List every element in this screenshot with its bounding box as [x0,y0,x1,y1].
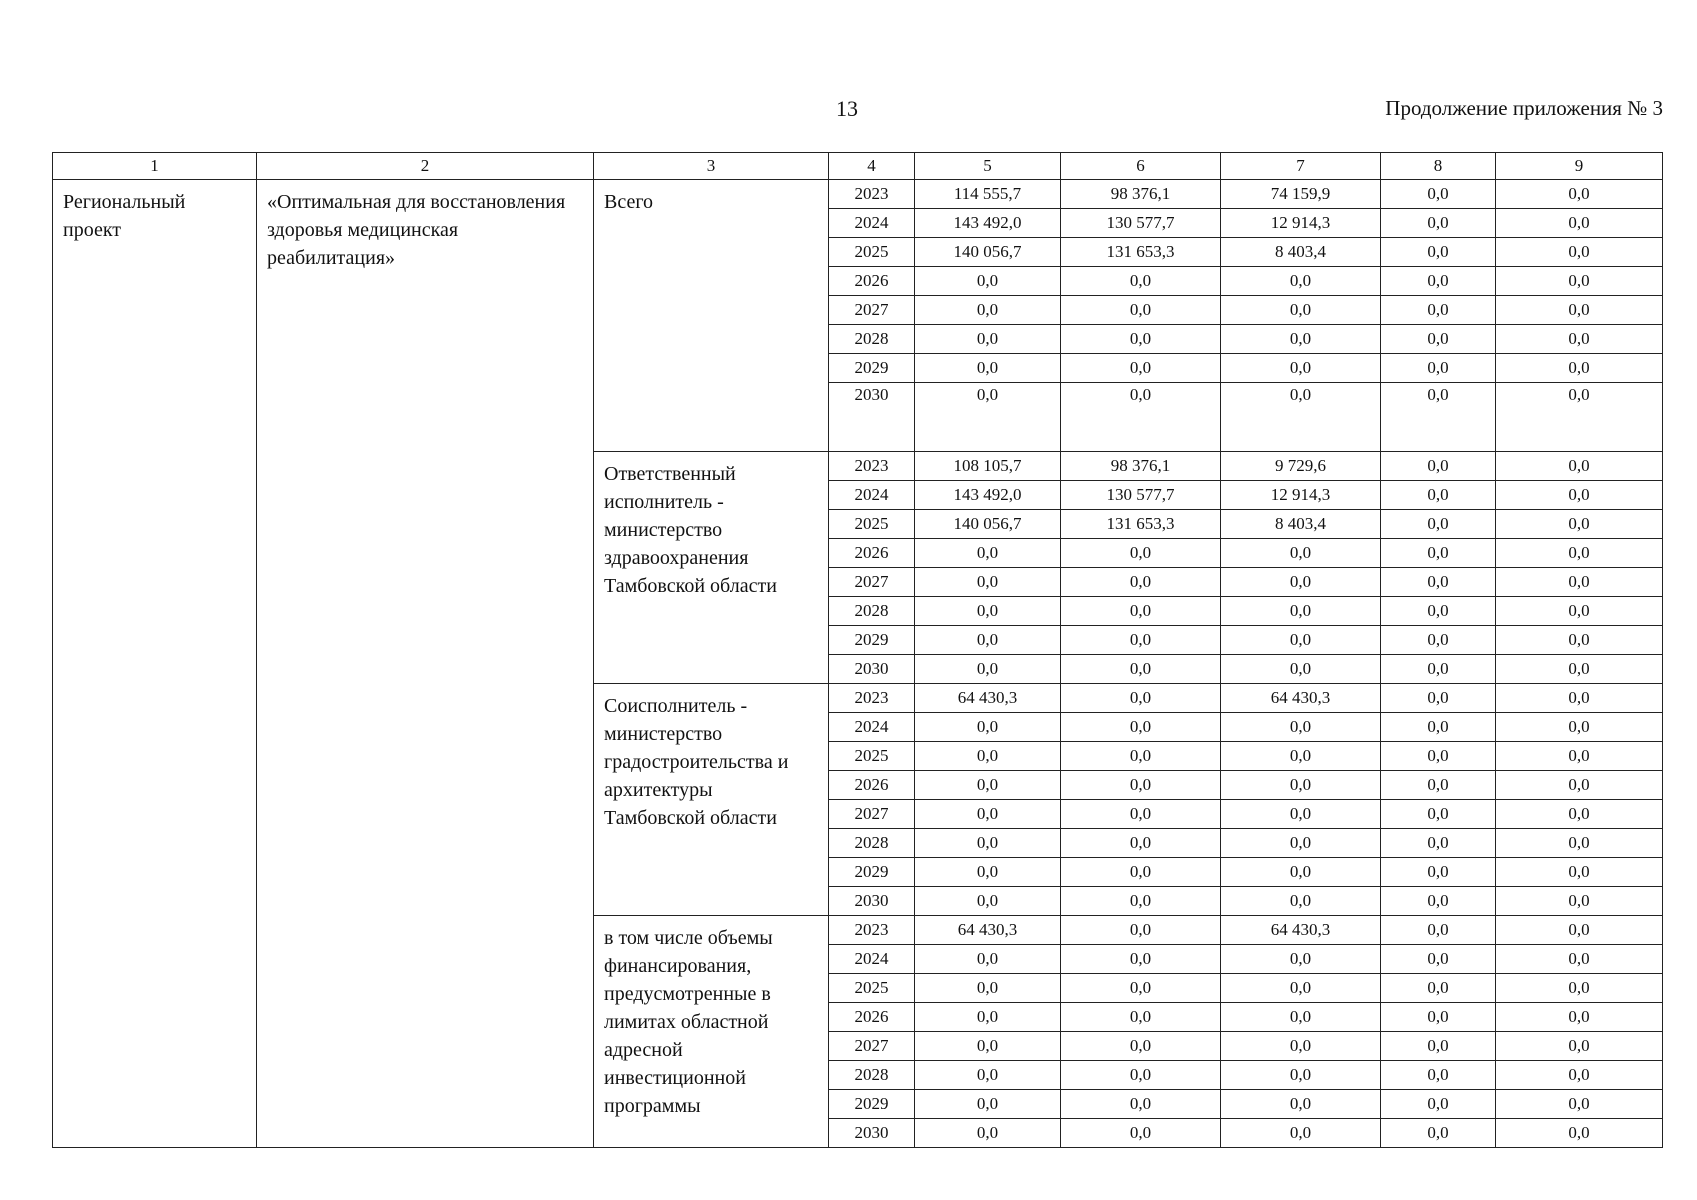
value-col5: 0,0 [915,742,1061,771]
value-col6: 0,0 [1061,296,1221,325]
value-col6: 98 376,1 [1061,180,1221,209]
year-cell: 2025 [829,238,915,267]
value-col6: 0,0 [1061,713,1221,742]
value-col8: 0,0 [1381,945,1496,974]
year-cell: 2029 [829,354,915,383]
value-col7: 0,0 [1221,626,1381,655]
value-col9: 0,0 [1496,452,1663,481]
value-col6: 130 577,7 [1061,481,1221,510]
year-cell: 2027 [829,1032,915,1061]
value-col9: 0,0 [1496,916,1663,945]
value-col8: 0,0 [1381,800,1496,829]
value-col8: 0,0 [1381,452,1496,481]
value-col7: 0,0 [1221,354,1381,383]
column-number: 5 [915,153,1061,180]
column-number: 3 [594,153,829,180]
value-col5: 64 430,3 [915,684,1061,713]
value-col5: 0,0 [915,655,1061,684]
value-col9: 0,0 [1496,1032,1663,1061]
value-col7: 64 430,3 [1221,916,1381,945]
value-col7: 9 729,6 [1221,452,1381,481]
column-number: 2 [257,153,594,180]
value-col7: 0,0 [1221,771,1381,800]
value-col6: 0,0 [1061,887,1221,916]
value-col7: 0,0 [1221,655,1381,684]
year-cell: 2027 [829,800,915,829]
value-col9: 0,0 [1496,742,1663,771]
value-col8: 0,0 [1381,684,1496,713]
value-col9: 0,0 [1496,209,1663,238]
year-cell: 2026 [829,1003,915,1032]
value-col8: 0,0 [1381,626,1496,655]
value-col6: 0,0 [1061,742,1221,771]
value-col7: 0,0 [1221,800,1381,829]
value-col5: 0,0 [915,771,1061,800]
value-col9: 0,0 [1496,267,1663,296]
value-col7: 0,0 [1221,597,1381,626]
column-number: 6 [1061,153,1221,180]
value-col9: 0,0 [1496,539,1663,568]
value-col6: 131 653,3 [1061,238,1221,267]
value-col6: 0,0 [1061,539,1221,568]
value-col6: 131 653,3 [1061,510,1221,539]
value-col7: 0,0 [1221,858,1381,887]
value-col5: 0,0 [915,325,1061,354]
value-col8: 0,0 [1381,238,1496,267]
value-col5: 0,0 [915,858,1061,887]
value-col6: 0,0 [1061,829,1221,858]
value-col6: 0,0 [1061,626,1221,655]
value-col5: 143 492,0 [915,481,1061,510]
value-col8: 0,0 [1381,771,1496,800]
value-col7: 0,0 [1221,829,1381,858]
year-cell: 2026 [829,539,915,568]
value-col5: 114 555,7 [915,180,1061,209]
funding-table [52,152,1663,1148]
column-number: 8 [1381,153,1496,180]
value-col6: 0,0 [1061,267,1221,296]
value-col5: 0,0 [915,1061,1061,1090]
value-col9: 0,0 [1496,238,1663,267]
value-col8: 0,0 [1381,325,1496,354]
value-col5: 0,0 [915,626,1061,655]
value-col7: 0,0 [1221,1032,1381,1061]
value-col8: 0,0 [1381,858,1496,887]
year-cell: 2024 [829,945,915,974]
value-col6: 0,0 [1061,1003,1221,1032]
value-col5: 0,0 [915,568,1061,597]
value-col8: 0,0 [1381,1032,1496,1061]
value-col6: 130 577,7 [1061,209,1221,238]
value-col9: 0,0 [1496,887,1663,916]
value-col5: 0,0 [915,713,1061,742]
year-cell: 2023 [829,452,915,481]
value-col9: 0,0 [1496,800,1663,829]
value-col9: 0,0 [1496,597,1663,626]
value-col6: 0,0 [1061,325,1221,354]
value-col6: 0,0 [1061,858,1221,887]
value-col5: 0,0 [915,296,1061,325]
executor-cell: Ответственный исполнитель - министерство здравоохранения Тамбовской области [594,452,829,684]
value-col6: 0,0 [1061,597,1221,626]
year-cell: 2028 [829,325,915,354]
value-col5: 0,0 [915,267,1061,296]
value-col7: 0,0 [1221,887,1381,916]
value-col7: 0,0 [1221,1090,1381,1119]
value-col8: 0,0 [1381,296,1496,325]
value-col5: 0,0 [915,829,1061,858]
value-col9: 0,0 [1496,325,1663,354]
value-col9: 0,0 [1496,568,1663,597]
value-col6: 0,0 [1061,1032,1221,1061]
year-cell: 2024 [829,209,915,238]
value-col9: 0,0 [1496,1003,1663,1032]
year-cell: 2028 [829,829,915,858]
year-cell: 2026 [829,771,915,800]
value-col8: 0,0 [1381,267,1496,296]
value-col8: 0,0 [1381,539,1496,568]
value-col9: 0,0 [1496,510,1663,539]
value-col9: 0,0 [1496,1119,1663,1148]
value-col8: 0,0 [1381,713,1496,742]
value-col9: 0,0 [1496,945,1663,974]
value-col6: 98 376,1 [1061,452,1221,481]
executor-cell: в том числе объемы финансирования, предусмотренные в лимитах областной адресной инвестиционной программы [594,916,829,1148]
year-cell: 2027 [829,568,915,597]
value-col7: 8 403,4 [1221,238,1381,267]
column-number-row [53,153,1663,180]
project-name-cell: «Оптимальная для восстановления здоровья медицинская реабилитация» [257,180,594,1148]
value-col9: 0,0 [1496,974,1663,1003]
column-number: 4 [829,153,915,180]
value-col7: 0,0 [1221,568,1381,597]
value-col6: 0,0 [1061,354,1221,383]
value-col8: 0,0 [1381,829,1496,858]
value-col7: 0,0 [1221,1003,1381,1032]
year-cell: 2028 [829,1061,915,1090]
value-col7: 12 914,3 [1221,209,1381,238]
value-col9: 0,0 [1496,626,1663,655]
value-col7: 8 403,4 [1221,510,1381,539]
year-cell: 2025 [829,510,915,539]
value-col8: 0,0 [1381,510,1496,539]
value-col9: 0,0 [1496,829,1663,858]
value-col8: 0,0 [1381,568,1496,597]
value-col5: 0,0 [915,1003,1061,1032]
column-number: 7 [1221,153,1381,180]
year-cell: 2030 [829,383,915,452]
header-note: Продолжение приложения № 3 [1385,96,1663,120]
value-col7: 0,0 [1221,383,1381,452]
value-col7: 0,0 [1221,713,1381,742]
value-col7: 0,0 [1221,974,1381,1003]
value-col9: 0,0 [1496,1090,1663,1119]
year-cell: 2025 [829,742,915,771]
value-col5: 0,0 [915,597,1061,626]
value-col6: 0,0 [1061,1061,1221,1090]
value-col5: 0,0 [915,1032,1061,1061]
value-col8: 0,0 [1381,1090,1496,1119]
value-col6: 0,0 [1061,916,1221,945]
column-number: 1 [53,153,257,180]
value-col8: 0,0 [1381,887,1496,916]
value-col8: 0,0 [1381,1061,1496,1090]
year-cell: 2030 [829,887,915,916]
value-col7: 0,0 [1221,325,1381,354]
value-col9: 0,0 [1496,858,1663,887]
value-col6: 0,0 [1061,1090,1221,1119]
value-col7: 0,0 [1221,539,1381,568]
year-cell: 2025 [829,974,915,1003]
value-col6: 0,0 [1061,1119,1221,1148]
page-number: 13 [836,96,858,121]
value-col8: 0,0 [1381,481,1496,510]
value-col6: 0,0 [1061,655,1221,684]
value-col6: 0,0 [1061,800,1221,829]
value-col5: 140 056,7 [915,510,1061,539]
value-col7: 74 159,9 [1221,180,1381,209]
value-col5: 140 056,7 [915,238,1061,267]
year-cell: 2028 [829,597,915,626]
value-col8: 0,0 [1381,1003,1496,1032]
year-cell: 2030 [829,1119,915,1148]
value-col8: 0,0 [1381,974,1496,1003]
year-cell: 2029 [829,1090,915,1119]
value-col5: 0,0 [915,974,1061,1003]
value-col9: 0,0 [1496,684,1663,713]
value-col8: 0,0 [1381,655,1496,684]
value-col9: 0,0 [1496,354,1663,383]
value-col5: 0,0 [915,539,1061,568]
value-col7: 0,0 [1221,267,1381,296]
value-col6: 0,0 [1061,974,1221,1003]
value-col8: 0,0 [1381,916,1496,945]
value-col5: 0,0 [915,800,1061,829]
value-col9: 0,0 [1496,180,1663,209]
value-col5: 64 430,3 [915,916,1061,945]
year-cell: 2023 [829,684,915,713]
value-col7: 0,0 [1221,1061,1381,1090]
value-col6: 0,0 [1061,771,1221,800]
year-cell: 2023 [829,916,915,945]
value-col9: 0,0 [1496,771,1663,800]
value-col7: 64 430,3 [1221,684,1381,713]
table-body [53,180,1663,1148]
year-cell: 2023 [829,180,915,209]
value-col7: 0,0 [1221,742,1381,771]
value-col8: 0,0 [1381,180,1496,209]
value-col7: 0,0 [1221,1119,1381,1148]
value-col8: 0,0 [1381,742,1496,771]
value-col7: 0,0 [1221,945,1381,974]
value-col9: 0,0 [1496,383,1663,452]
value-col6: 0,0 [1061,945,1221,974]
value-col5: 0,0 [915,1119,1061,1148]
value-col8: 0,0 [1381,1119,1496,1148]
year-cell: 2029 [829,626,915,655]
value-col9: 0,0 [1496,1061,1663,1090]
value-col7: 0,0 [1221,296,1381,325]
value-col6: 0,0 [1061,568,1221,597]
year-cell: 2029 [829,858,915,887]
year-cell: 2024 [829,481,915,510]
value-col8: 0,0 [1381,209,1496,238]
executor-cell: Всего [594,180,829,452]
year-cell: 2026 [829,267,915,296]
value-col8: 0,0 [1381,354,1496,383]
value-col8: 0,0 [1381,383,1496,452]
value-col5: 0,0 [915,945,1061,974]
value-col6: 0,0 [1061,684,1221,713]
value-col6: 0,0 [1061,383,1221,452]
value-col9: 0,0 [1496,296,1663,325]
project-type-cell: Региональный проект [53,180,257,1148]
value-col5: 0,0 [915,354,1061,383]
value-col5: 0,0 [915,887,1061,916]
value-col5: 0,0 [915,1090,1061,1119]
year-cell: 2030 [829,655,915,684]
column-number: 9 [1496,153,1663,180]
value-col9: 0,0 [1496,713,1663,742]
value-col5: 143 492,0 [915,209,1061,238]
value-col5: 0,0 [915,383,1061,452]
year-cell: 2027 [829,296,915,325]
value-col7: 12 914,3 [1221,481,1381,510]
year-cell: 2024 [829,713,915,742]
value-col9: 0,0 [1496,655,1663,684]
value-col5: 108 105,7 [915,452,1061,481]
value-col9: 0,0 [1496,481,1663,510]
executor-cell: Соисполнитель - министерство градостроительства и архитектуры Тамбовской области [594,684,829,916]
value-col8: 0,0 [1381,597,1496,626]
table-row [53,180,1663,209]
